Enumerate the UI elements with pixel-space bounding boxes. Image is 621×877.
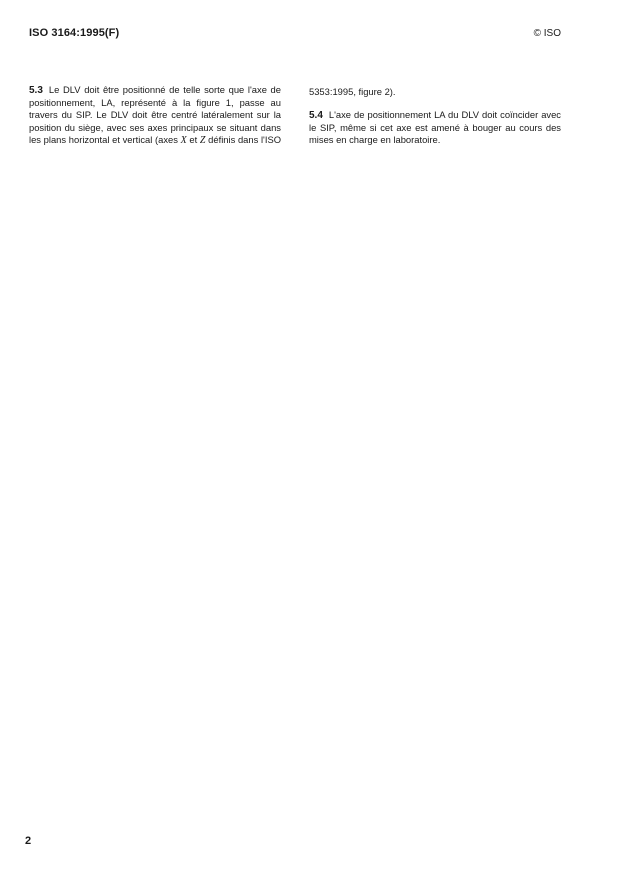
clause-number: 5.3 <box>29 85 43 96</box>
clause-text: définis dans l'ISO <box>208 133 281 145</box>
clause-5-3 <box>309 84 561 98</box>
axis-x-label: X <box>180 134 187 146</box>
clause-5-3 <box>29 84 281 146</box>
clause-text: Le DLV doit être positionné de telle sorte que l'axe de positionnement, LA, représenté à la figure 1, passe au travers du SIP. Le DLV doit être centré latéralement sur la position du siège, avec ses axes principaux se situant dans les plans horizontal et vertical (axes <box>29 84 281 145</box>
clause-5-3-continuation <box>309 84 561 98</box>
axis-z-label: Z <box>199 134 206 146</box>
clause-text: et <box>186 133 200 145</box>
document-identifier: ISO 3164:1995(F) <box>29 27 120 39</box>
clause-number: 5.4 <box>309 110 323 121</box>
axis-x-label <box>461 84 467 85</box>
clause-text: L'axe de positionnement LA du DLV doit coïncider avec le SIP, même si cet axe est amené à bouger au cours des mises en charge en laboratoire. <box>309 109 561 146</box>
page-number: 2 <box>25 835 32 847</box>
clause-5-4 <box>309 109 561 147</box>
text-column-right <box>309 84 561 158</box>
copyright-mark: © ISO <box>533 28 561 39</box>
clause-text: 5353:1995, figure 2). <box>309 86 396 98</box>
axis-z-label <box>480 84 486 85</box>
text-column-left <box>29 84 281 146</box>
